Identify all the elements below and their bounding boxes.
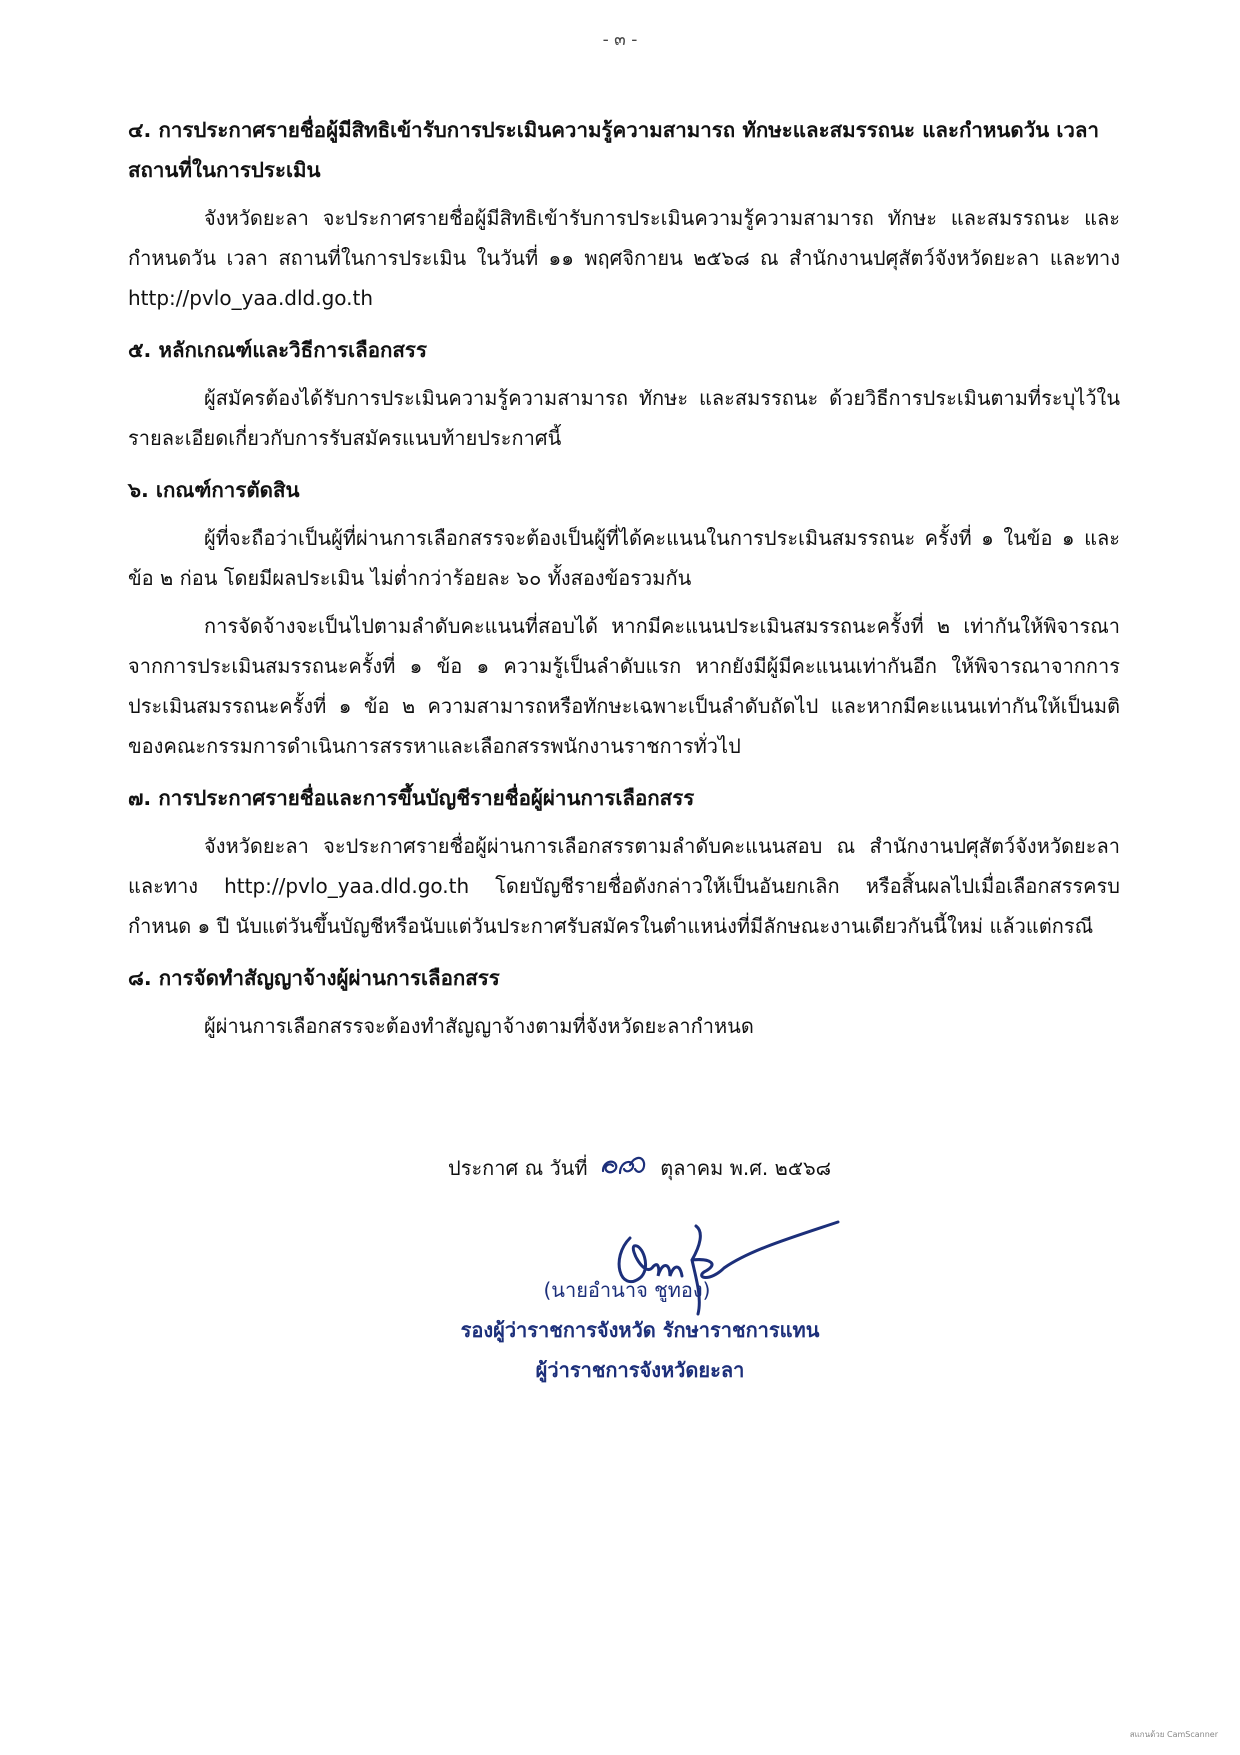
section-heading: ๘. การจัดทำสัญญาจ้างผู้ผ่านการเลือกสรร — [128, 966, 500, 990]
section-paragraph: จังหวัดยะลา จะประกาศรายชื่อผู้มีสิทธิเข้ารับการประเมินความรู้ความสามารถ ทักษะ และสมรรถนะ และกำหนดวัน เวลา สถานที่ในการประเมิน ในวันที่ ๑๑ พฤศจิกายน ๒๕๖๘ ณ สำนักงานปศุสัตว์จังหวัดยะลา และทาง http://pvlo_yaa.dld.go.th — [128, 206, 1120, 310]
announcement-date-line — [448, 1148, 831, 1188]
section-4 — [128, 110, 1120, 318]
announcement-suffix: ตุลาคม พ.ศ. ๒๕๖๘ — [660, 1156, 832, 1180]
section-7 — [128, 778, 1120, 946]
section-heading: ๕. หลักเกณฑ์และวิธีการเลือกสรร — [128, 338, 427, 362]
signer-name: (นายอำนาจ ชูทอง) — [543, 1278, 711, 1302]
section-heading: ๔. การประกาศรายชื่อผู้มีสิทธิเข้ารับการประเมินความรู้ความสามารถ ทักษะและสมรรถนะ และกำหนดวัน เวลา สถานที่ในการประเมิน — [128, 118, 1099, 182]
signer-position-province: ผู้ว่าราชการจังหวัดยะลา — [535, 1358, 745, 1382]
scanner-watermark: สแกนด้วย CamScanner — [1129, 1730, 1218, 1739]
page-number: - ๓ - — [602, 30, 638, 50]
signer-position: รองผู้ว่าราชการจังหวัด รักษาราชการแทน — [460, 1318, 820, 1342]
section-paragraph: จังหวัดยะลา จะประกาศรายชื่อผู้ผ่านการเลือกสรรตามลำดับคะแนนสอบ ณ สำนักงานปศุสัตว์จังหวัดยะลา และทาง http://pvlo_yaa.dld.go.th โดยบัญชีรายชื่อดังกล่าวให้เป็นอันยกเลิก หรือสิ้นผลไปเมื่อเลือกสรรครบกำหนด ๑ ปี นับแต่วันขึ้นบัญชีหรือนับแต่วันประกาศรับสมัครในตำแหน่งที่มีลักษณะงานเดียวกันนี้ใหม่ แล้วแต่กรณี — [128, 834, 1120, 938]
section-paragraph: ผู้ผ่านการเลือกสรรจะต้องทำสัญญาจ้างตามที่จังหวัดยะลากำหนด — [204, 1014, 754, 1038]
handwritten-day — [600, 1149, 648, 1179]
section-8 — [128, 958, 1120, 1046]
announcement-prefix: ประกาศ ณ วันที่ — [448, 1156, 588, 1180]
section-paragraph: ผู้ที่จะถือว่าเป็นผู้ที่ผ่านการเลือกสรรจะต้องเป็นผู้ที่ได้คะแนนในการประเมินสมรรถนะ ครั้งที่ ๑ ในข้อ ๑ และ ข้อ ๒ ก่อน โดยมีผลประเมิน ไม่ต่ำกว่าร้อยละ ๖๐ ทั้งสองข้อรวมกัน — [128, 526, 1120, 590]
document-body — [128, 110, 1120, 1046]
section-heading: ๖. เกณฑ์การตัดสิน — [128, 478, 300, 502]
section-heading: ๗. การประกาศรายชื่อและการขึ้นบัญชีรายชื่อผู้ผ่านการเลือกสรร — [128, 786, 695, 810]
section-paragraph: ผู้สมัครต้องได้รับการประเมินความรู้ความสามารถ ทักษะ และสมรรถนะ ด้วยวิธีการประเมินตามที่ระบุไว้ในรายละเอียดเกี่ยวกับการรับสมัครแนบท้ายประกาศนี้ — [128, 386, 1120, 450]
section-paragraph: การจัดจ้างจะเป็นไปตามลำดับคะแนนที่สอบได้ หากมีคะแนนประเมินสมรรถนะครั้งที่ ๒ เท่ากันให้พิจารณาจากการประเมินสมรรถนะครั้งที่ ๑ ข้อ ๑ ความรู้เป็นลำดับแรก หากยังมีผู้มีคะแนนเท่ากันอีก ให้พิจารณาจากการประเมินสมรรถนะครั้งที่ ๑ ข้อ ๒ ความสามารถหรือทักษะเฉพาะเป็นลำดับถัดไป และหากมีคะแนนเท่ากันให้เป็นมติของคณะกรรมการดำเนินการสรรหาและเลือกสรรพนักงานราชการทั่วไป — [128, 614, 1120, 758]
section-6 — [128, 470, 1120, 766]
handwritten-day-drawing — [600, 1149, 648, 1179]
section-5 — [128, 330, 1120, 458]
